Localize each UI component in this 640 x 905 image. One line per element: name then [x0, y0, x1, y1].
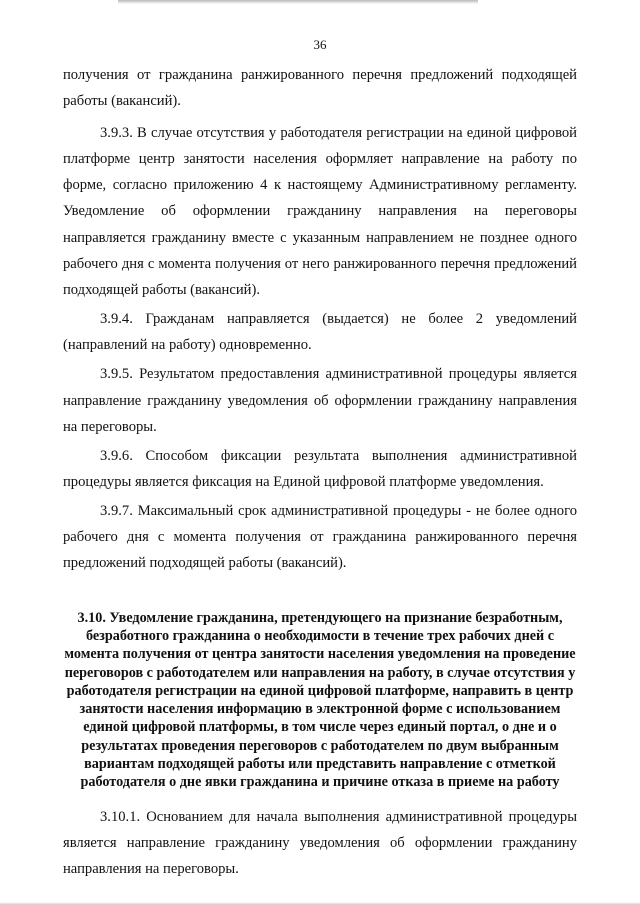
paragraph-3-9-3: 3.9.3. В случае отсутствия у работодателя регистрации на единой цифровой платформе центр занятости населения оформляет направление на работу по форме, согласно приложению 4 к настоящему Административному регламенту. Уведомление об оформлении гражданину направления на переговоры направляется гражданину вместе с указанным направлением не позднее одного рабочего дня с момента получения от него ранжированного перечня предложений подходящей работы (вакансий). — [63, 124, 577, 299]
paragraph-3-9-4: 3.9.4. Гражданам направляется (выдается) не более 2 уведомлений (направлений на работу) одновременно. — [63, 310, 577, 353]
paragraph-3-9-5: 3.9.5. Результатом предоставления административной процедуры является направление гражданину уведомления об оформлении гражданину направления на переговоры. — [63, 366, 577, 435]
paragraph-3-9-7: 3.9.7. Максимальный срок административной процедуры - не более одного рабочего дня с момента получения от гражданина ранжированного перечня предложений подходящей работы (вакансий). — [63, 502, 577, 572]
paragraph-3-10-1: 3.10.1. Основанием для начала выполнения административной процедуры является направление гражданину уведомления об оформлении гражданину направления на переговоры. — [63, 808, 577, 878]
page-number: 36 — [313, 37, 327, 52]
document-body — [63, 62, 577, 883]
paragraph-continuation: получения от гражданина ранжированного перечня предложений подходящей работы (вакансий). — [63, 67, 577, 110]
section-heading-3-10: 3.10. Уведомление гражданина, претендующего на признание безработным, безработного гражданина о необходимости в течение трех рабочих дней с момента получения от центра занятости населения уведомления на проведение переговоров с работодателем или направления на работу, в случае отсутствия у работодателя регистрации на единой цифровой платформе, направить в центр занятости населения информацию в электронной форме с использованием единой цифровой платформы, в том числе через единый портал, о дне и о результатах проведения переговоров с работодателем по двум выбранным вариантам подходящей работы или представить направление с отметкой работодателя о дне явки гражданина и причине отказа в приеме на работу — [64, 609, 576, 791]
scan-edge-top — [118, 0, 478, 4]
paragraph-3-9-6: 3.9.6. Способом фиксации результата выполнения административной процедуры является фиксация на Единой цифровой платформе уведомления. — [63, 448, 577, 491]
